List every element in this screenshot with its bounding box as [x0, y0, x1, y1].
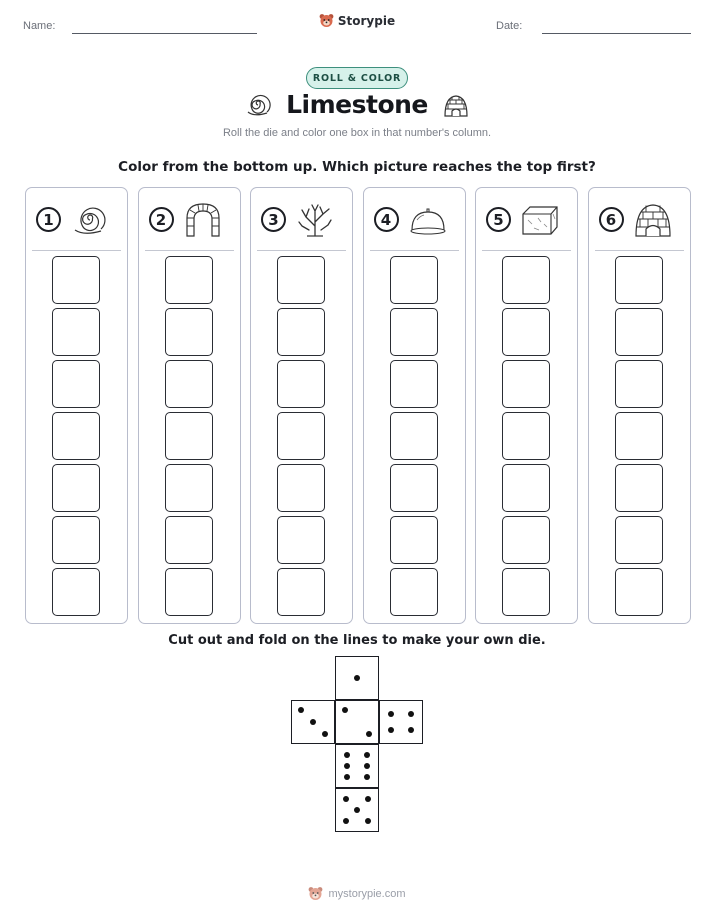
color-box[interactable]	[615, 568, 663, 616]
column-5	[475, 187, 578, 624]
color-box[interactable]	[390, 256, 438, 304]
name-label: Name:	[23, 20, 56, 32]
color-box[interactable]	[615, 464, 663, 512]
column-divider	[32, 250, 121, 251]
footer	[0, 886, 714, 902]
die-pip	[322, 731, 328, 737]
column-header	[476, 202, 577, 238]
die-pip	[344, 763, 350, 769]
die-pip	[364, 763, 370, 769]
color-box[interactable]	[390, 308, 438, 356]
column-number: 2	[149, 207, 174, 232]
die-pip	[343, 796, 349, 802]
column-number: 4	[374, 207, 399, 232]
die-pip	[342, 707, 348, 713]
color-box[interactable]	[165, 464, 213, 512]
column-1	[25, 187, 128, 624]
column-header	[139, 202, 240, 238]
color-columns	[25, 187, 690, 624]
dome-icon	[408, 202, 448, 238]
column-number: 5	[486, 207, 511, 232]
snail-shell-icon	[70, 202, 110, 238]
brand-logo	[0, 13, 714, 29]
date-label: Date:	[496, 20, 523, 32]
color-box[interactable]	[165, 516, 213, 564]
die-face-6	[335, 744, 379, 788]
color-box[interactable]	[52, 256, 100, 304]
instruction: Color from the bottom up. Which picture reaches the top first?	[118, 159, 596, 175]
column-divider	[370, 250, 459, 251]
color-box[interactable]	[165, 256, 213, 304]
die-pip	[354, 807, 360, 813]
color-box[interactable]	[390, 516, 438, 564]
date-line[interactable]	[542, 33, 691, 34]
color-box[interactable]	[165, 412, 213, 460]
die-pip	[344, 774, 350, 780]
column-3	[250, 187, 353, 624]
die-pip	[408, 711, 414, 717]
color-box[interactable]	[165, 360, 213, 408]
color-box[interactable]	[165, 568, 213, 616]
die-pip	[388, 711, 394, 717]
roll-and-color-badge: ROLL & COLOR	[306, 67, 408, 89]
color-box[interactable]	[277, 308, 325, 356]
color-box[interactable]	[502, 360, 550, 408]
column-header	[364, 202, 465, 238]
color-box[interactable]	[390, 412, 438, 460]
die-pip	[364, 774, 370, 780]
die-pip	[364, 752, 370, 758]
color-box[interactable]	[277, 412, 325, 460]
color-box[interactable]	[52, 308, 100, 356]
limestone-block-icon	[520, 202, 560, 238]
die-pip	[365, 796, 371, 802]
page-title: Limestone	[286, 90, 428, 119]
die-face-1	[335, 656, 379, 700]
color-box[interactable]	[52, 568, 100, 616]
die-face-5	[335, 788, 379, 832]
die-face-4	[379, 700, 423, 744]
color-box[interactable]	[52, 516, 100, 564]
column-number: 3	[261, 207, 286, 232]
color-box[interactable]	[615, 256, 663, 304]
color-box[interactable]	[502, 412, 550, 460]
column-number: 6	[599, 207, 624, 232]
subtitle: Roll the die and color one box in that number's column.	[222, 127, 492, 139]
color-box[interactable]	[277, 256, 325, 304]
die-pip	[354, 675, 360, 681]
color-box[interactable]	[502, 308, 550, 356]
die-pip	[365, 818, 371, 824]
igloo-icon	[633, 202, 673, 238]
color-box[interactable]	[52, 412, 100, 460]
color-box[interactable]	[615, 516, 663, 564]
die-face-3	[291, 700, 335, 744]
column-6	[588, 187, 691, 624]
column-divider	[482, 250, 571, 251]
color-box[interactable]	[615, 360, 663, 408]
color-box[interactable]	[390, 464, 438, 512]
bear-mascot-icon	[308, 886, 323, 902]
color-box[interactable]	[165, 308, 213, 356]
footer-url: mystorypie.com	[328, 888, 406, 900]
color-box[interactable]	[502, 464, 550, 512]
die-face-2	[335, 700, 379, 744]
column-2	[138, 187, 241, 624]
color-box[interactable]	[390, 360, 438, 408]
coral-icon	[295, 202, 335, 238]
column-divider	[257, 250, 346, 251]
color-box[interactable]	[277, 516, 325, 564]
bear-mascot-icon	[319, 13, 334, 29]
igloo-icon	[442, 92, 470, 118]
stone-arch-icon	[183, 202, 223, 238]
color-box[interactable]	[277, 568, 325, 616]
color-box[interactable]	[502, 516, 550, 564]
die-pip	[408, 727, 414, 733]
color-box[interactable]	[390, 568, 438, 616]
column-4	[363, 187, 466, 624]
color-box[interactable]	[277, 464, 325, 512]
column-header	[251, 202, 352, 238]
snail-shell-icon	[244, 92, 272, 118]
color-box[interactable]	[615, 412, 663, 460]
name-line[interactable]	[72, 33, 257, 34]
column-divider	[145, 250, 234, 251]
color-box[interactable]	[52, 360, 100, 408]
column-divider	[595, 250, 684, 251]
color-box[interactable]	[52, 464, 100, 512]
brand-name: Storypie	[337, 14, 396, 28]
die-pip	[344, 752, 350, 758]
column-header	[589, 202, 690, 238]
die-pip	[388, 727, 394, 733]
column-header	[26, 202, 127, 238]
die-pip	[366, 731, 372, 737]
die-pip	[298, 707, 304, 713]
color-box[interactable]	[277, 360, 325, 408]
color-box[interactable]	[615, 308, 663, 356]
die-pip	[310, 719, 316, 725]
color-box[interactable]	[502, 568, 550, 616]
color-box[interactable]	[502, 256, 550, 304]
title-row	[0, 90, 714, 119]
column-number: 1	[36, 207, 61, 232]
die-pip	[343, 818, 349, 824]
cut-instruction: Cut out and fold on the lines to make your own die.	[168, 633, 546, 648]
